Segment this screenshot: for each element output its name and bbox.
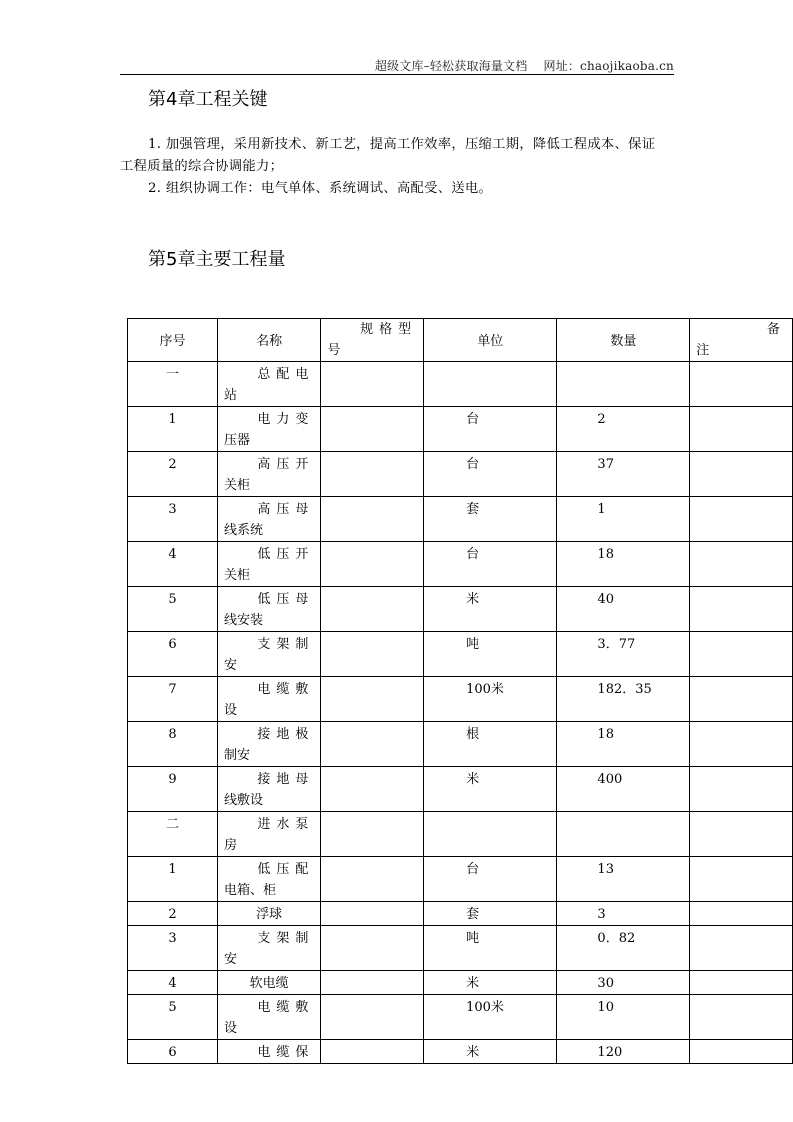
cell-qty: 3．77	[557, 632, 690, 677]
table-row	[128, 995, 793, 1040]
table-row	[128, 902, 793, 926]
header-note-l1: 备	[766, 322, 786, 337]
table-header-row	[128, 319, 793, 362]
name-line2: 线敷设	[223, 793, 263, 808]
name-line2: 关柜	[223, 478, 250, 493]
cell-unit: 吨	[424, 926, 557, 971]
cell-name	[217, 1040, 320, 1064]
cell-spec	[321, 542, 424, 587]
cell-spec	[321, 587, 424, 632]
cell-spec	[321, 497, 424, 542]
cell-unit: 台	[424, 452, 557, 497]
cell-note	[690, 902, 793, 926]
cell-seq: 3	[128, 497, 218, 542]
cell-spec	[321, 995, 424, 1040]
header-unit: 单位	[424, 319, 557, 362]
cell-unit: 套	[424, 902, 557, 926]
cell-note	[690, 632, 793, 677]
name-line2: 房	[223, 838, 237, 853]
cell-note	[690, 452, 793, 497]
cell-spec	[321, 452, 424, 497]
cell-name	[217, 812, 320, 857]
name-line2: 关柜	[223, 568, 250, 583]
cell-name	[217, 407, 320, 452]
cell-name	[217, 452, 320, 497]
chapter4-item-2	[120, 178, 676, 200]
cell-qty	[557, 812, 690, 857]
cell-qty	[557, 362, 690, 407]
cell-qty: 40	[557, 587, 690, 632]
cell-note	[690, 971, 793, 995]
cell-spec	[321, 677, 424, 722]
name-line1: 低压母	[257, 592, 315, 607]
cell-note	[690, 1040, 793, 1064]
cell-seq: 3	[128, 926, 218, 971]
cell-note	[690, 542, 793, 587]
name-text: 浮球	[256, 907, 283, 922]
header-note	[690, 319, 793, 362]
cell-name	[217, 857, 320, 902]
cell-spec	[321, 812, 424, 857]
name-line1: 支架制	[257, 637, 315, 652]
cell-seq: 7	[128, 677, 218, 722]
cell-unit: 100米	[424, 677, 557, 722]
cell-spec	[321, 767, 424, 812]
chapter4-item-1	[120, 134, 676, 178]
header-spec-l1: 规格型	[360, 322, 418, 337]
cell-unit: 台	[424, 407, 557, 452]
cell-seq: 5	[128, 995, 218, 1040]
cell-unit: 台	[424, 857, 557, 902]
cell-qty: 18	[557, 542, 690, 587]
cell-seq: 二	[128, 812, 218, 857]
chapter5-title: 第5章主要工程量	[148, 249, 286, 270]
cell-qty: 0．82	[557, 926, 690, 971]
cell-name	[217, 632, 320, 677]
cell-spec	[321, 971, 424, 995]
header-brand: 超级文库–轻松获取海量文档	[374, 59, 528, 73]
cell-name	[217, 926, 320, 971]
cell-note	[690, 362, 793, 407]
cell-qty: 10	[557, 995, 690, 1040]
cell-spec	[321, 632, 424, 677]
cell-name	[217, 902, 320, 926]
cell-seq: 2	[128, 452, 218, 497]
header-qty: 数量	[557, 319, 690, 362]
name-line2: 制安	[223, 748, 250, 763]
cell-qty: 120	[557, 1040, 690, 1064]
table-row	[128, 407, 793, 452]
table-row	[128, 677, 793, 722]
table-row	[128, 632, 793, 677]
item1-line2: 工程质量的综合协调能力；	[120, 159, 284, 174]
name-line1: 支架制	[257, 931, 315, 946]
cell-spec	[321, 362, 424, 407]
chapter4-title: 第4章工程关键	[148, 89, 268, 110]
name-line1: 接地母	[257, 772, 315, 787]
name-line1: 总配电	[257, 367, 315, 382]
table-row	[128, 1040, 793, 1064]
cell-seq: 4	[128, 971, 218, 995]
cell-seq: 1	[128, 857, 218, 902]
cell-qty: 37	[557, 452, 690, 497]
cell-seq: 4	[128, 542, 218, 587]
cell-qty: 2	[557, 407, 690, 452]
cell-note	[690, 497, 793, 542]
name-line1: 低压配	[257, 862, 315, 877]
table-row	[128, 722, 793, 767]
cell-seq: 1	[128, 407, 218, 452]
cell-unit: 100米	[424, 995, 557, 1040]
cell-seq: 8	[128, 722, 218, 767]
cell-seq: 6	[128, 1040, 218, 1064]
cell-name	[217, 722, 320, 767]
cell-note	[690, 407, 793, 452]
cell-unit: 台	[424, 542, 557, 587]
header-note-l2: 注	[696, 343, 710, 358]
cell-unit: 吨	[424, 632, 557, 677]
cell-unit: 米	[424, 1040, 557, 1064]
cell-qty: 1	[557, 497, 690, 542]
cell-unit	[424, 362, 557, 407]
cell-unit: 根	[424, 722, 557, 767]
cell-note	[690, 587, 793, 632]
name-line1: 进水泵	[257, 817, 315, 832]
name-line2: 安	[223, 658, 237, 673]
name-line1: 高压母	[257, 502, 315, 517]
table-row	[128, 452, 793, 497]
cell-spec	[321, 926, 424, 971]
cell-spec	[321, 407, 424, 452]
cell-note	[690, 926, 793, 971]
name-line2: 安	[223, 952, 237, 967]
cell-spec	[321, 902, 424, 926]
cell-note	[690, 677, 793, 722]
table-row	[128, 587, 793, 632]
cell-unit: 套	[424, 497, 557, 542]
cell-spec	[321, 857, 424, 902]
cell-name	[217, 587, 320, 632]
name-line1: 电缆敷	[257, 1000, 315, 1015]
cell-name	[217, 542, 320, 587]
cell-seq: 9	[128, 767, 218, 812]
table-row	[128, 767, 793, 812]
item1-line1: 1. 加强管理，采用新技术、新工艺，提高工作效率，压缩工期，降低工程成本、保证	[148, 137, 656, 152]
table-row	[128, 812, 793, 857]
cell-qty: 30	[557, 971, 690, 995]
cell-note	[690, 857, 793, 902]
cell-seq: 5	[128, 587, 218, 632]
cell-qty: 3	[557, 902, 690, 926]
name-line1: 高压开	[257, 457, 315, 472]
cell-spec	[321, 1040, 424, 1064]
page-header	[120, 57, 674, 74]
table-row	[128, 497, 793, 542]
header-seq: 序号	[128, 319, 218, 362]
name-line1: 低压开	[257, 547, 315, 562]
cell-seq: 6	[128, 632, 218, 677]
table-row	[128, 971, 793, 995]
name-line2: 线系统	[223, 523, 263, 538]
name-line1: 电缆敷	[257, 682, 315, 697]
cell-name	[217, 767, 320, 812]
cell-unit: 米	[424, 587, 557, 632]
table-row	[128, 362, 793, 407]
header-divider	[120, 74, 674, 75]
name-line2: 电箱、柜	[223, 883, 276, 898]
cell-note	[690, 767, 793, 812]
quantity-table	[127, 318, 793, 1064]
cell-unit: 米	[424, 767, 557, 812]
cell-name	[217, 362, 320, 407]
table-row	[128, 926, 793, 971]
cell-note	[690, 812, 793, 857]
cell-unit: 米	[424, 971, 557, 995]
name-line2: 压器	[223, 433, 250, 448]
cell-qty: 400	[557, 767, 690, 812]
cell-qty: 18	[557, 722, 690, 767]
header-site: 网址：chaojikaoba.cn	[543, 59, 674, 73]
header-spec-l2: 号	[327, 343, 341, 358]
cell-name	[217, 497, 320, 542]
cell-qty: 182．35	[557, 677, 690, 722]
table-row	[128, 857, 793, 902]
name-line2: 站	[223, 388, 237, 403]
name-line1: 电力变	[257, 412, 315, 427]
cell-note	[690, 995, 793, 1040]
header-name: 名称	[217, 319, 320, 362]
header-spec	[321, 319, 424, 362]
cell-name	[217, 971, 320, 995]
name-line1: 电缆保	[257, 1045, 315, 1060]
cell-name	[217, 677, 320, 722]
cell-note	[690, 722, 793, 767]
cell-spec	[321, 722, 424, 767]
cell-qty: 13	[557, 857, 690, 902]
name-line1: 接地极	[257, 727, 315, 742]
name-line2: 线安装	[223, 613, 263, 628]
cell-seq: 一	[128, 362, 218, 407]
item2-line1: 2. 组织协调工作：电气单体、系统调试、高配受、送电。	[148, 181, 493, 196]
table-row	[128, 542, 793, 587]
cell-unit	[424, 812, 557, 857]
cell-seq: 2	[128, 902, 218, 926]
name-line2: 设	[223, 1021, 237, 1036]
cell-name	[217, 995, 320, 1040]
name-text: 软电缆	[249, 976, 289, 991]
name-line2: 设	[223, 703, 237, 718]
